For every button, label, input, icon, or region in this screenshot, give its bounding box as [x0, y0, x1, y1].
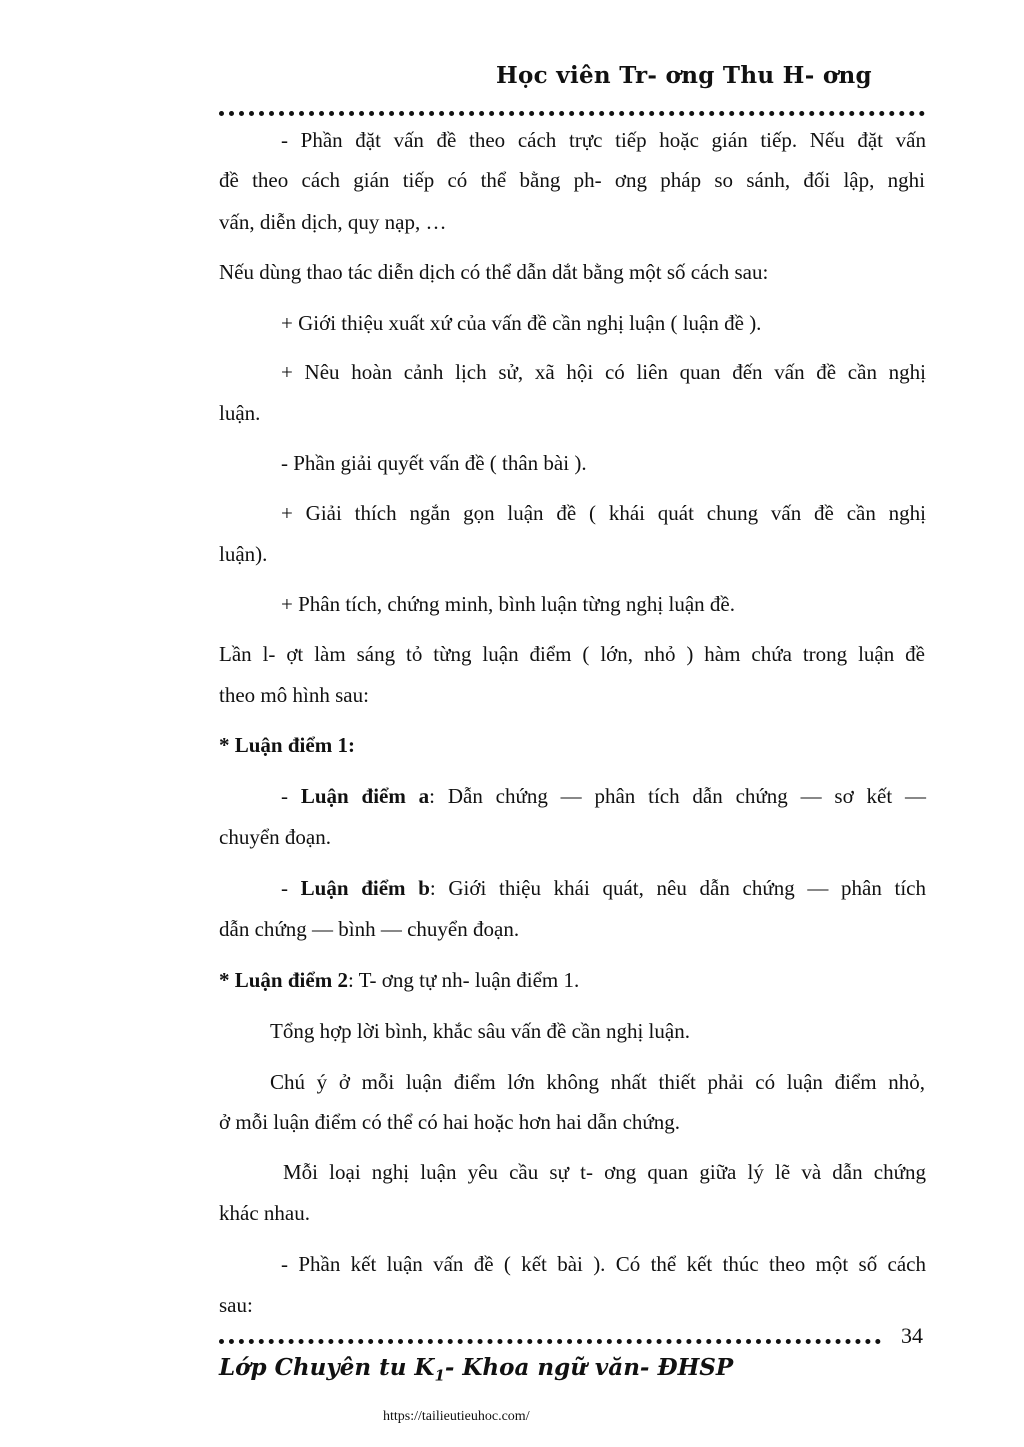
- paragraph-12-line-2: sau:: [219, 1293, 253, 1317]
- paragraph-9: Tổng hợp lời bình, khắc sâu vấn đề cần nghị luận.: [270, 1019, 690, 1043]
- luan-diem-a-line-1: [281, 782, 926, 810]
- luan-diem-a-line-2: chuyển đoạn.: [219, 825, 331, 849]
- luan-diem-b-label: Luận điểm b: [300, 876, 430, 900]
- paragraph-11-line-2: khác nhau.: [219, 1201, 310, 1225]
- paragraph-1-line-3: vấn, diễn dịch, quy nạp, …: [219, 210, 447, 234]
- luan-diem-a-text: : Dẫn chứng — phân tích dẫn chứng — sơ kết —: [429, 784, 926, 808]
- paragraph-10-line-2: ở mỗi luận điểm có thể có hai hoặc hơn hai dẫn chứng.: [219, 1110, 681, 1134]
- footer-class-label: [219, 1354, 733, 1385]
- paragraph-10-line-1: Chú ý ở mỗi luận điểm lớn không nhất thiết phải có luận điểm nhỏ,: [270, 1070, 925, 1094]
- luan-diem-b-line-2: dẫn chứng — bình — chuyển đoạn.: [219, 917, 520, 941]
- paragraph-2: Nếu dùng thao tác diễn dịch có thể dẫn dắt bằng một số cách sau:: [219, 260, 769, 284]
- luan-diem-b-text: : Giới thiệu khái quát, nêu dẫn chứng — phân tích: [429, 876, 927, 900]
- footer-dotted-rule: [219, 1339, 881, 1344]
- luan-diem-2-label: * Luận điểm 2: [219, 968, 348, 992]
- footer-class-suffix: - Khoa ngữ văn- ĐHSP: [444, 1354, 734, 1381]
- luan-diem-b-prefix: -: [281, 876, 301, 900]
- paragraph-6-line-2: luận).: [219, 542, 268, 566]
- footer-class-subscript: 1: [434, 1366, 445, 1385]
- footer-class-prefix: Lớp Chuyên tu K: [219, 1354, 435, 1381]
- luan-diem-a-prefix: -: [281, 784, 301, 808]
- luan-diem-a-label: Luận điểm a: [300, 784, 430, 808]
- luan-diem-1-heading: * Luận điểm 1:: [219, 733, 355, 757]
- header-dotted-rule: [219, 111, 925, 116]
- header-author: Học viên Tr- ơng Thu H- ơng: [496, 62, 872, 89]
- luan-diem-2-text: : T- ơng tự nh- luận điểm 1.: [347, 968, 580, 992]
- paragraph-4-line-2: luận.: [219, 401, 261, 425]
- paragraph-7: + Phân tích, chứng minh, bình luận từng nghị luận đề.: [281, 592, 735, 616]
- paragraph-1-line-1: - Phần đặt vấn đề theo cách trực tiếp hoặc gián tiếp. Nếu đặt vấn: [281, 128, 926, 152]
- paragraph-8-line-1: Lần l- ợt làm sáng tỏ từng luận điểm ( lớn, nhỏ ) hàm chứa trong luận đề: [219, 642, 925, 666]
- page-number: 34: [901, 1323, 923, 1348]
- paragraph-11-line-1: Mỗi loại nghị luận yêu cầu sự t- ơng quan giữa lý lẽ và dẫn chứng: [283, 1160, 926, 1184]
- paragraph-8-line-2: theo mô hình sau:: [219, 683, 369, 707]
- paragraph-5: - Phần giải quyết vấn đề ( thân bài ).: [281, 451, 587, 475]
- paragraph-3: + Giới thiệu xuất xứ của vấn đề cần nghị luận ( luận đề ).: [281, 311, 762, 335]
- luan-diem-b-line-1: [281, 874, 926, 902]
- paragraph-4-line-1: + Nêu hoàn cảnh lịch sử, xã hội có liên quan đến vấn đề cần nghị: [281, 360, 926, 384]
- luan-diem-2-line: [219, 966, 579, 994]
- paragraph-6-line-1: + Giải thích ngắn gọn luận đề ( khái quát chung vấn đề cần nghị: [281, 501, 926, 525]
- footer-url: https://tailieutieuhoc.com/: [383, 1409, 530, 1424]
- paragraph-12-line-1: - Phần kết luận vấn đề ( kết bài ). Có thể kết thúc theo một số cách: [281, 1252, 926, 1276]
- paragraph-1-line-2: đề theo cách gián tiếp có thể bằng ph- ơng pháp so sánh, đối lập, nghi: [219, 168, 925, 192]
